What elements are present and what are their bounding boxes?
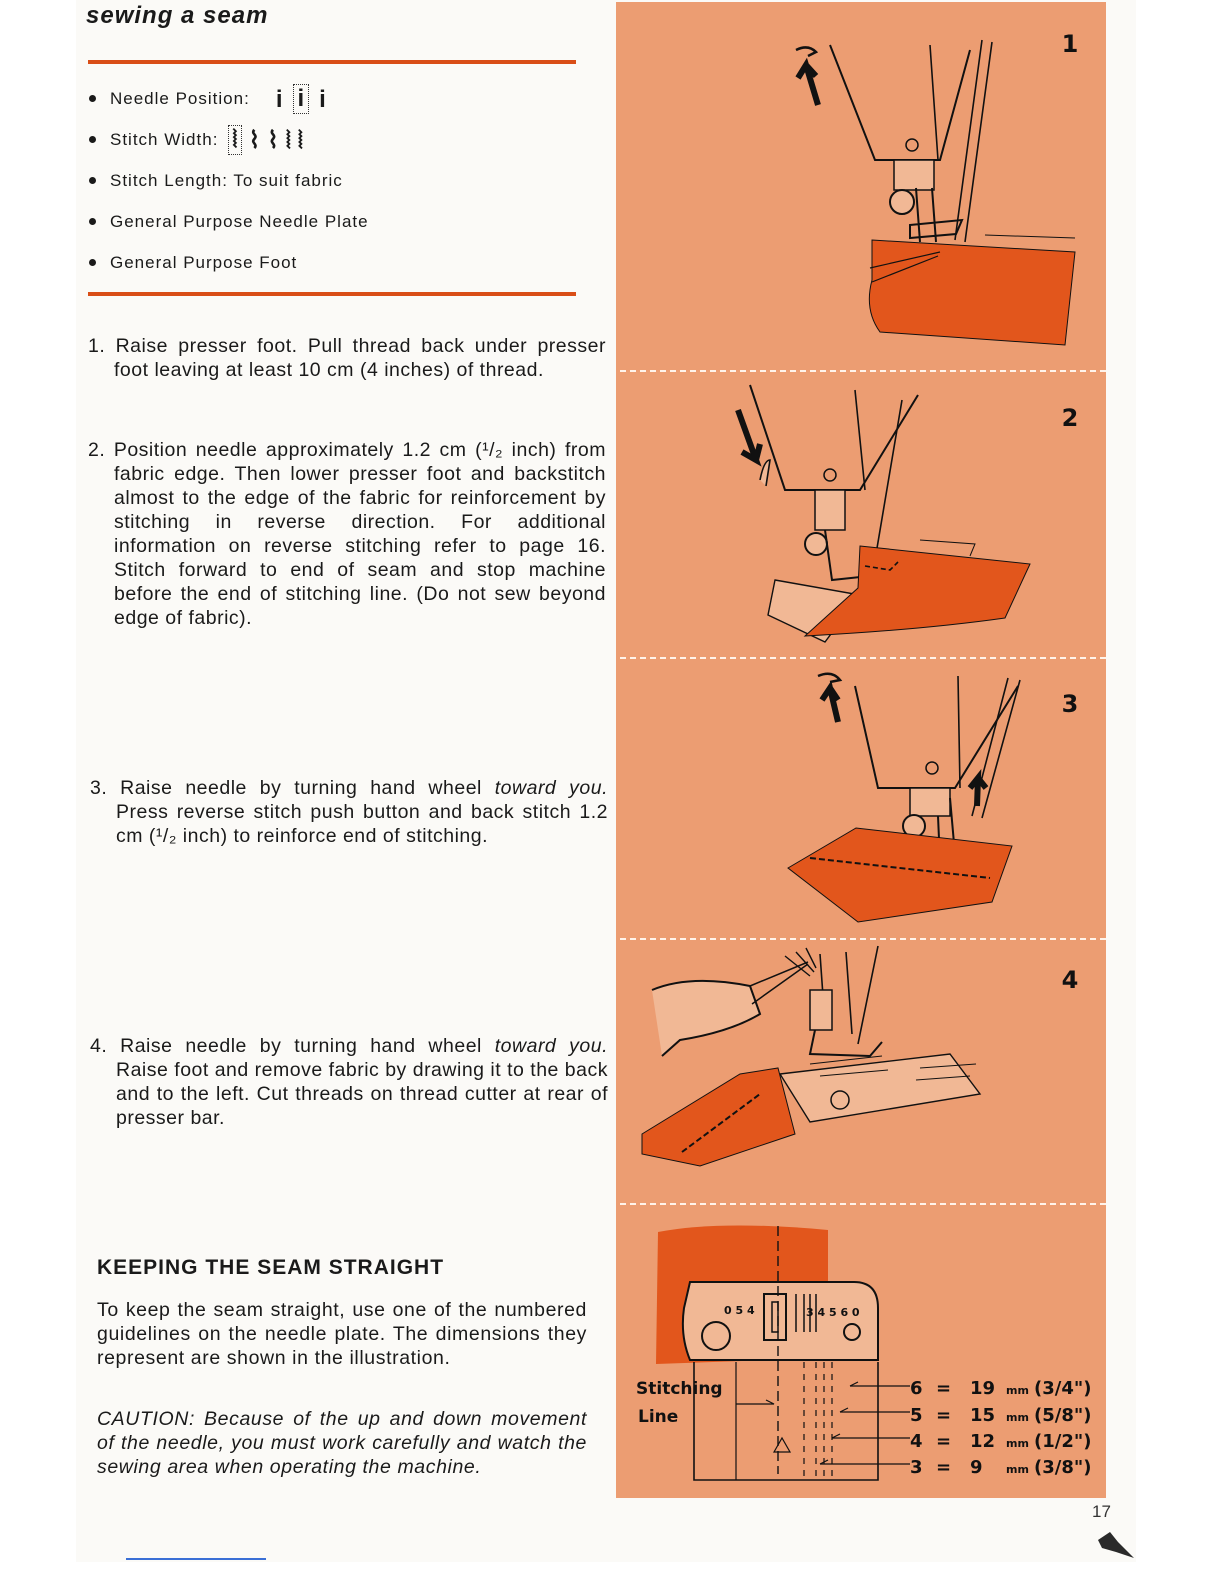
guide-4-mm: 12 — [970, 1431, 996, 1452]
plate-left-marks: 0 5 4 — [724, 1304, 755, 1317]
guide-6-num: 6 — [910, 1378, 923, 1399]
needle-position-label: Needle Position: — [110, 88, 250, 108]
needle-right-icon: i — [319, 85, 327, 113]
figure-number-2: 2 — [1061, 404, 1079, 432]
svg-text:=: = — [936, 1378, 952, 1399]
figure-2-lower-foot-backstitch — [620, 380, 1100, 650]
stitching-line-label-1: Stitching — [636, 1379, 723, 1399]
stitch-width-1-icon: ⌇ — [248, 126, 262, 154]
step-4-lead: 4. Raise needle by turning hand wheel — [90, 1034, 495, 1057]
guide-5-num: 5 — [910, 1405, 923, 1426]
svg-text:=: = — [936, 1431, 952, 1452]
guide-4-inch: (1/2") — [1034, 1431, 1092, 1452]
spec-stitch-width — [88, 119, 369, 160]
stitch-width-4-icon: ⦚ — [297, 126, 304, 154]
divider-3 — [620, 938, 1106, 940]
step-4 — [90, 1034, 608, 1130]
stitch-length-text: Stitch Length: To suit fabric — [110, 170, 343, 190]
guide-row-5 — [910, 1405, 1091, 1426]
spec-needle-plate — [88, 201, 369, 242]
step-1: 1. Raise presser foot. Pull thread back under presser foot leaving at least 10 cm (4 inches) of thread. — [88, 334, 606, 381]
figure-number-3: 3 — [1061, 690, 1079, 718]
guide-3-unit: mm — [1006, 1463, 1029, 1476]
figure-3-reverse-stitch — [620, 666, 1100, 936]
needle-plate-text: General Purpose Needle Plate — [110, 211, 369, 231]
guide-4-unit: mm — [1006, 1437, 1029, 1450]
corner-mark-icon — [1096, 1530, 1136, 1560]
guide-6-mm: 19 — [970, 1378, 996, 1399]
section-body: To keep the seam straight, use one of the numbered guidelines on the needle plate. The dimensions they represent are shown in the illustration. — [97, 1299, 587, 1369]
page-title: sewing a seam — [86, 2, 269, 29]
needle-position-icons — [276, 84, 327, 114]
bottom-rule — [88, 292, 576, 296]
needle-center-icon: i — [293, 84, 309, 114]
svg-text:=: = — [936, 1457, 952, 1478]
plate-right-marks: 3 4 5 6 0 — [806, 1306, 860, 1319]
divider-2 — [620, 657, 1106, 659]
step-3 — [90, 776, 608, 848]
divider-1 — [620, 370, 1106, 372]
top-rule — [88, 60, 576, 64]
figure-number-4: 4 — [1061, 966, 1079, 994]
guide-5-unit: mm — [1006, 1411, 1029, 1424]
figure-4-remove-fabric — [620, 944, 1100, 1194]
stitch-width-3-icon: ⦚ — [285, 126, 292, 154]
stitch-width-0-icon: ⦚ — [228, 125, 242, 155]
spec-foot — [88, 242, 369, 283]
guide-3-inch: (3/8") — [1034, 1457, 1092, 1478]
step-2: 2. Position needle approximately 1.2 cm (¹/₂ inch) from fabric edge. Then lower presser foot and backstitch almost to the edge of the fabric for reinforcement by stitching in reverse direction. For additional information on reverse stitching refer to page 16. Stitch forward to end of seam and stop machine before the end of stitching line. (Do not sew beyond edge of fabric). — [88, 438, 606, 629]
guide-5-mm: 15 — [970, 1405, 996, 1426]
guide-row-6 — [910, 1378, 1091, 1399]
foot-text: General Purpose Foot — [110, 252, 298, 272]
caution-text: CAUTION: Because of the up and down movement of the needle, you must work carefully and watch the sewing area when operating the machine. — [97, 1408, 587, 1478]
stitch-width-icons — [228, 125, 304, 155]
figure-5-needle-plate-guides — [620, 1212, 1110, 1502]
guide-3-mm: 9 — [970, 1457, 983, 1478]
settings-list — [88, 78, 369, 283]
divider-4 — [620, 1203, 1106, 1205]
stitch-width-label: Stitch Width: — [110, 129, 219, 149]
spec-needle-position — [88, 78, 369, 119]
guide-6-inch: (3/4") — [1034, 1378, 1092, 1399]
guide-3-num: 3 — [910, 1457, 923, 1478]
step-4-rest: Raise foot and remove fabric by drawing it to the back and to the left. Cut threads on thread cutter at rear of presser bar. — [116, 1058, 608, 1129]
step-3-rest: Press reverse stitch push button and back stitch 1.2 cm (¹/₂ inch) to reinforce end of stitching. — [116, 800, 608, 847]
guide-row-4 — [910, 1431, 1091, 1452]
stitch-width-2-icon: ⌇ — [267, 126, 280, 154]
needle-left-icon: i — [275, 85, 284, 113]
figure-number-1: 1 — [1061, 30, 1079, 58]
spec-stitch-length — [88, 160, 369, 201]
step-3-emphasis: toward you. — [494, 776, 608, 799]
guide-4-num: 4 — [910, 1431, 923, 1452]
section-heading: KEEPING THE SEAM STRAIGHT — [97, 1256, 445, 1279]
page-number: 17 — [1092, 1502, 1111, 1521]
footer-line — [126, 1558, 266, 1560]
stitching-line-label-2: Line — [638, 1407, 679, 1427]
step-4-emphasis: toward you. — [494, 1034, 608, 1057]
guide-5-inch: (5/8") — [1034, 1405, 1092, 1426]
guide-row-3 — [910, 1457, 1091, 1478]
guide-6-unit: mm — [1006, 1384, 1029, 1397]
step-3-lead: 3. Raise needle by turning hand wheel — [90, 776, 495, 799]
figure-1-raise-presser-foot — [620, 20, 1100, 360]
svg-text:=: = — [936, 1405, 952, 1426]
